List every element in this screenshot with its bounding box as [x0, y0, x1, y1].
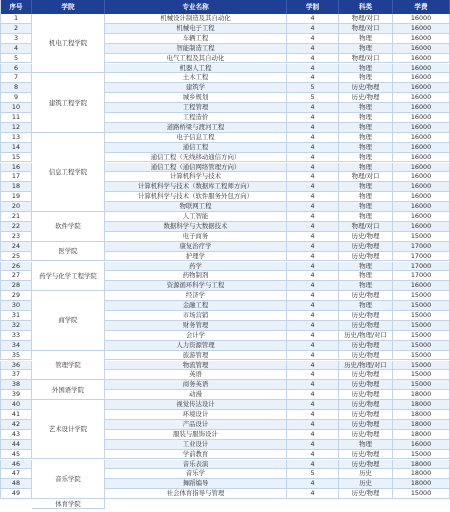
- cell-major: 电子商务: [105, 232, 287, 242]
- cell-category: 物理: [339, 182, 393, 192]
- cell-years: 4: [287, 113, 339, 123]
- cell-major: 工程造价: [105, 113, 287, 123]
- cell-major: 市场营销: [105, 311, 287, 321]
- cell-major: 电气工程及其自动化: [105, 54, 287, 64]
- cell-years: 4: [287, 321, 339, 331]
- cell-years: 4: [287, 410, 339, 420]
- cell-years: 4: [287, 390, 339, 400]
- cell-fee: 16000: [393, 440, 450, 450]
- cell-category: 历史/物理: [339, 341, 393, 351]
- cell-major: 计算机科学与技术（数据库工程师方向）: [105, 182, 287, 192]
- college-cell: 管理学院: [32, 351, 105, 381]
- cell-years: 4: [287, 242, 339, 252]
- cell-major: 经济学: [105, 291, 287, 301]
- cell-category: 历史/物理: [339, 489, 393, 499]
- cell-fee: 18000: [393, 390, 450, 400]
- cell-index: 9: [0, 93, 32, 103]
- cell-years: 4: [287, 202, 339, 212]
- cell-major: 英语: [105, 370, 287, 380]
- cell-major: 机械电子工程: [105, 24, 287, 34]
- cell-fee: 16000: [393, 182, 450, 192]
- cell-fee: 15000: [393, 321, 450, 331]
- cell-category: 物理: [339, 281, 393, 291]
- cell-index: 26: [0, 262, 32, 272]
- cell-fee: 15000: [393, 351, 450, 361]
- cell-years: 4: [287, 73, 339, 83]
- cell-fee: 16000: [393, 163, 450, 173]
- cell-fee: 15000: [393, 380, 450, 390]
- cell-index: 43: [0, 430, 32, 440]
- cell-index: 13: [0, 133, 32, 143]
- cell-category: 历史/物理: [339, 242, 393, 252]
- cell-index: 46: [0, 460, 32, 470]
- cell-index: 39: [0, 390, 32, 400]
- cell-fee: 16000: [393, 14, 450, 24]
- cell-index: 10: [0, 103, 32, 113]
- cell-years: 4: [287, 44, 339, 54]
- cell-fee: 16000: [393, 212, 450, 222]
- cell-major: 工业设计: [105, 440, 287, 450]
- header-years: 学制: [287, 0, 339, 14]
- cell-major: 财务管理: [105, 321, 287, 331]
- cell-index: 45: [0, 450, 32, 460]
- cell-category: 历史/物理: [339, 321, 393, 331]
- cell-years: 4: [287, 291, 339, 301]
- cell-major: 机器人工程: [105, 64, 287, 74]
- cell-category: 历史/物理: [339, 460, 393, 470]
- cell-index: 14: [0, 143, 32, 153]
- college-cell: 音乐学院: [32, 460, 105, 500]
- cell-fee: 17000: [393, 252, 450, 262]
- cell-category: 物理: [339, 153, 393, 163]
- cell-category: 物理/对口: [339, 54, 393, 64]
- cell-category: 物理: [339, 163, 393, 173]
- cell-category: 物理/对口: [339, 24, 393, 34]
- cell-years: 4: [287, 182, 339, 192]
- cell-index: 19: [0, 192, 32, 202]
- cell-fee: 15000: [393, 370, 450, 380]
- cell-category: 历史/物理: [339, 420, 393, 430]
- cell-index: 44: [0, 440, 32, 450]
- college-cell: 建筑工程学院: [32, 73, 105, 132]
- cell-index: 32: [0, 321, 32, 331]
- cell-fee: 18000: [393, 400, 450, 410]
- cell-major: 资源循环科学与工程: [105, 281, 287, 291]
- cell-index: 6: [0, 64, 32, 74]
- cell-major: 金融工程: [105, 301, 287, 311]
- cell-category: 物理: [339, 64, 393, 74]
- college-cell: 软件学院: [32, 212, 105, 242]
- cell-major: 车辆工程: [105, 34, 287, 44]
- cell-category: 物理/对口: [339, 14, 393, 24]
- cell-major: 视觉传达设计: [105, 400, 287, 410]
- cell-fee: 17000: [393, 242, 450, 252]
- cell-major: 人工智能: [105, 212, 287, 222]
- cell-major: 会计学: [105, 331, 287, 341]
- cell-index: 2: [0, 24, 32, 34]
- cell-years: 4: [287, 24, 339, 34]
- cell-index: 33: [0, 331, 32, 341]
- cell-category: 物理: [339, 113, 393, 123]
- cell-index: 21: [0, 212, 32, 222]
- cell-fee: 15000: [393, 341, 450, 351]
- cell-years: 4: [287, 311, 339, 321]
- cell-index: 12: [0, 123, 32, 133]
- cell-category: 历史/物理: [339, 390, 393, 400]
- cell-category: 物理: [339, 143, 393, 153]
- cell-index: 42: [0, 420, 32, 430]
- cell-index: 40: [0, 400, 32, 410]
- cell-category: 历史/物理: [339, 83, 393, 93]
- college-cell: 信息工程学院: [32, 133, 105, 212]
- cell-fee: 16000: [393, 172, 450, 182]
- header-major: 专业名称: [105, 0, 287, 14]
- cell-fee: 17000: [393, 271, 450, 281]
- cell-years: 4: [287, 440, 339, 450]
- cell-major: 社会体育指导与管理: [105, 489, 287, 499]
- cell-category: 物理: [339, 103, 393, 113]
- cell-fee: 16000: [393, 103, 450, 113]
- cell-major: 智能制造工程: [105, 44, 287, 54]
- cell-years: 4: [287, 222, 339, 232]
- cell-years: 4: [287, 489, 339, 499]
- cell-index: 47: [0, 469, 32, 479]
- cell-major: 环境设计: [105, 410, 287, 420]
- cell-major: 通信工程（无线移动通信方向）: [105, 153, 287, 163]
- cell-fee: 16000: [393, 123, 450, 133]
- college-cell: 药学与化学工程学院: [32, 262, 105, 292]
- cell-fee: 18000: [393, 430, 450, 440]
- cell-fee: 18000: [393, 420, 450, 430]
- cell-major: 舞蹈编导: [105, 479, 287, 489]
- cell-major: 康复治疗学: [105, 242, 287, 252]
- cell-index: 16: [0, 163, 32, 173]
- cell-years: 4: [287, 14, 339, 24]
- cell-fee: 16000: [393, 113, 450, 123]
- cell-major: 计算机科学与技术（软件服务外包方向）: [105, 192, 287, 202]
- cell-fee: 16000: [393, 54, 450, 64]
- cell-category: 历史/物理: [339, 450, 393, 460]
- cell-category: 历史/物理: [339, 410, 393, 420]
- cell-index: 30: [0, 301, 32, 311]
- cell-category: 历史/物理: [339, 93, 393, 103]
- cell-index: 41: [0, 410, 32, 420]
- cell-years: 4: [287, 133, 339, 143]
- cell-category: 物理: [339, 271, 393, 281]
- cell-index: 25: [0, 252, 32, 262]
- cell-years: 4: [287, 143, 339, 153]
- cell-major: 产品设计: [105, 420, 287, 430]
- cell-years: 4: [287, 252, 339, 262]
- cell-category: 历史/物理: [339, 291, 393, 301]
- cell-major: 道路桥梁与渡河工程: [105, 123, 287, 133]
- cell-fee: 16000: [393, 34, 450, 44]
- cell-major: 数据科学与大数据技术: [105, 222, 287, 232]
- cell-years: 4: [287, 212, 339, 222]
- cell-major: 通信工程（通信网络管理方向）: [105, 163, 287, 173]
- cell-major: 学前教育: [105, 450, 287, 460]
- college-cell: 商学院: [32, 291, 105, 350]
- cell-years: 4: [287, 172, 339, 182]
- cell-fee: 16000: [393, 24, 450, 34]
- cell-major: 机械设计制造及其自动化: [105, 14, 287, 24]
- cell-major: 护理学: [105, 252, 287, 262]
- cell-major: 动漫: [105, 390, 287, 400]
- cell-years: 4: [287, 460, 339, 470]
- college-cell: 医学院: [32, 242, 105, 262]
- cell-major: 服装与服饰设计: [105, 430, 287, 440]
- cell-index: 22: [0, 222, 32, 232]
- cell-category: 物理: [339, 440, 393, 450]
- cell-index: 1: [0, 14, 32, 24]
- cell-major: 人力资源管理: [105, 341, 287, 351]
- cell-years: 4: [287, 361, 339, 371]
- cell-fee: 15000: [393, 311, 450, 321]
- cell-index: 36: [0, 361, 32, 371]
- cell-years: 4: [287, 163, 339, 173]
- cell-major: 音乐学: [105, 469, 287, 479]
- cell-years: 4: [287, 192, 339, 202]
- cell-fee: 16000: [393, 281, 450, 291]
- cell-index: 38: [0, 380, 32, 390]
- cell-fee: 16000: [393, 44, 450, 54]
- cell-category: 物理/对口: [339, 222, 393, 232]
- cell-fee: 15000: [393, 291, 450, 301]
- cell-index: 15: [0, 153, 32, 163]
- cell-index: 48: [0, 479, 32, 489]
- cell-category: 历史: [339, 469, 393, 479]
- cell-index: 17: [0, 172, 32, 182]
- cell-major: 物流管理: [105, 361, 287, 371]
- cell-years: 4: [287, 281, 339, 291]
- header-fee: 学费: [393, 0, 450, 14]
- cell-category: 物理: [339, 133, 393, 143]
- cell-index: 7: [0, 73, 32, 83]
- cell-years: 4: [287, 54, 339, 64]
- cell-category: 历史/物理/对口: [339, 331, 393, 341]
- cell-major: 城乡规划: [105, 93, 287, 103]
- cell-index: 29: [0, 291, 32, 301]
- cell-fee: 18000: [393, 460, 450, 470]
- cell-index: 8: [0, 83, 32, 93]
- cell-category: 历史/物理: [339, 351, 393, 361]
- cell-category: 物理: [339, 123, 393, 133]
- cell-major: 建筑学: [105, 83, 287, 93]
- cell-fee: 15000: [393, 450, 450, 460]
- cell-years: 4: [287, 331, 339, 341]
- cell-fee: 18000: [393, 479, 450, 489]
- header-category: 科类: [339, 0, 393, 14]
- header-index: 序号: [0, 0, 32, 14]
- cell-category: 物理: [339, 73, 393, 83]
- table-header: [0, 0, 450, 14]
- header-college: 学院: [32, 0, 105, 14]
- cell-fee: 16000: [393, 222, 450, 232]
- cell-index: 27: [0, 271, 32, 281]
- cell-category: 历史: [339, 479, 393, 489]
- cell-index: 49: [0, 489, 32, 499]
- cell-major: 音乐表演: [105, 460, 287, 470]
- cell-years: 4: [287, 34, 339, 44]
- cell-fee: 15000: [393, 361, 450, 371]
- college-cell: 体育学院: [32, 499, 105, 509]
- cell-years: 5: [287, 93, 339, 103]
- cell-major: 旅游管理: [105, 351, 287, 361]
- cell-category: 历史/物理: [339, 232, 393, 242]
- cell-index: 23: [0, 232, 32, 242]
- cell-category: 历史/物理: [339, 311, 393, 321]
- cell-years: 4: [287, 450, 339, 460]
- cell-major: 工程管理: [105, 103, 287, 113]
- cell-index: 11: [0, 113, 32, 123]
- cell-index: 3: [0, 34, 32, 44]
- cell-fee: 16000: [393, 64, 450, 74]
- cell-fee: 18000: [393, 410, 450, 420]
- cell-major: 药物制剂: [105, 271, 287, 281]
- cell-major: 计算机科学与技术: [105, 172, 287, 182]
- cell-years: 4: [287, 420, 339, 430]
- cell-index: 5: [0, 54, 32, 64]
- cell-years: 4: [287, 380, 339, 390]
- cell-index: 34: [0, 341, 32, 351]
- cell-years: 4: [287, 370, 339, 380]
- cell-fee: 16000: [393, 202, 450, 212]
- cell-years: 4: [287, 271, 339, 281]
- cell-category: 物理: [339, 202, 393, 212]
- cell-index: 35: [0, 351, 32, 361]
- cell-category: 历史/物理: [339, 400, 393, 410]
- cell-fee: 17000: [393, 262, 450, 272]
- cell-index: 24: [0, 242, 32, 252]
- cell-index: 18: [0, 182, 32, 192]
- cell-years: 4: [287, 301, 339, 311]
- cell-years: 4: [287, 232, 339, 242]
- cell-fee: 16000: [393, 143, 450, 153]
- cell-fee: 16000: [393, 133, 450, 143]
- cell-fee: 16000: [393, 73, 450, 83]
- cell-category: 物理: [339, 44, 393, 54]
- cell-fee: 16000: [393, 83, 450, 93]
- college-cell: 艺术设计学院: [32, 400, 105, 459]
- cell-index: 37: [0, 370, 32, 380]
- cell-years: 4: [287, 400, 339, 410]
- cell-category: 物理: [339, 262, 393, 272]
- cell-years: 4: [287, 262, 339, 272]
- cell-major: 电子信息工程: [105, 133, 287, 143]
- cell-years: 4: [287, 64, 339, 74]
- cell-years: 5: [287, 469, 339, 479]
- cell-major: 通信工程: [105, 143, 287, 153]
- cell-category: 物理: [339, 192, 393, 202]
- cell-index: 31: [0, 311, 32, 321]
- cell-category: 物理/对口: [339, 172, 393, 182]
- cell-major: 药学: [105, 262, 287, 272]
- cell-fee: 16000: [393, 153, 450, 163]
- college-cell: 外国语学院: [32, 380, 105, 400]
- cell-fee: 16000: [393, 93, 450, 103]
- cell-index: 20: [0, 202, 32, 212]
- cell-fee: 18000: [393, 469, 450, 479]
- college-cell: 机电工程学院: [32, 14, 105, 73]
- cell-category: 历史/物理: [339, 430, 393, 440]
- cell-major: 物联网工程: [105, 202, 287, 212]
- cell-fee: 16000: [393, 192, 450, 202]
- cell-fee: 15000: [393, 301, 450, 311]
- cell-major: 商务英语: [105, 380, 287, 390]
- cell-category: 物理: [339, 212, 393, 222]
- cell-fee: 15000: [393, 489, 450, 499]
- cell-category: 历史/物理/对口: [339, 361, 393, 371]
- cell-category: 历史/物理: [339, 380, 393, 390]
- cell-category: 历史/物理: [339, 370, 393, 380]
- cell-years: 4: [287, 103, 339, 113]
- cell-index: 28: [0, 281, 32, 291]
- cell-years: 4: [287, 479, 339, 489]
- cell-years: 4: [287, 153, 339, 163]
- cell-years: 5: [287, 83, 339, 93]
- cell-years: 4: [287, 351, 339, 361]
- cell-major: 土木工程: [105, 73, 287, 83]
- cell-years: 4: [287, 341, 339, 351]
- cell-fee: 15000: [393, 232, 450, 242]
- cell-years: 4: [287, 430, 339, 440]
- cell-years: 4: [287, 123, 339, 133]
- cell-category: 物理: [339, 301, 393, 311]
- cell-fee: 15000: [393, 331, 450, 341]
- cell-category: 物理: [339, 34, 393, 44]
- cell-category: 历史/物理: [339, 252, 393, 262]
- cell-index: 4: [0, 44, 32, 54]
